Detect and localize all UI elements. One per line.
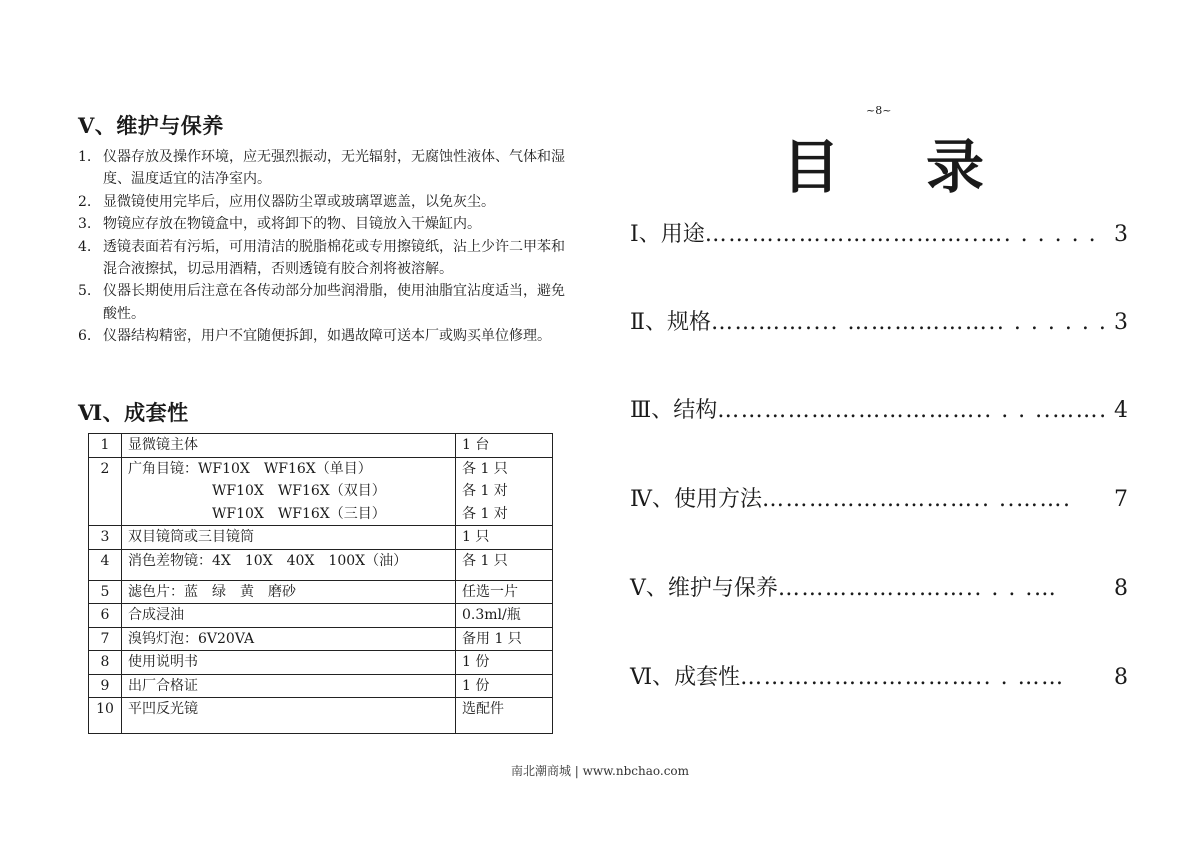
toc-title-char: 录 [926, 133, 985, 201]
item-text: 仪器结构精密，用户不宜随便拆卸，如遇故障可送本厂或购买单位修理。 [103, 328, 551, 345]
list-item [78, 191, 568, 213]
item-text: 显微镜使用完毕后，应用仪器防尘罩或玻璃罩遮盖，以免灰尘。 [103, 193, 495, 210]
row-item-line: WF10X WF16X（三目） [212, 505, 386, 522]
toc-entry-specs[interactable] [630, 307, 1128, 339]
toc-label: Ⅰ、用途 [630, 222, 705, 247]
toc-label: Ⅵ、成套性 [630, 665, 741, 690]
maintenance-list [78, 146, 568, 348]
toc-entry-usage-method[interactable] [630, 484, 1128, 516]
list-item [78, 213, 568, 235]
row-item: 双目镜筒或三目镜筒 [122, 526, 456, 550]
section6-title: Ⅵ、成套性 [78, 400, 189, 425]
toc-page: 3 [1114, 310, 1128, 335]
toc-entry-usage[interactable] [630, 219, 1128, 251]
item-number: 2. [78, 193, 92, 210]
toc-label: Ⅱ、规格 [630, 310, 711, 335]
item-number: 1. [78, 149, 92, 165]
toc-page: 3 [1114, 222, 1128, 247]
row-qty: 1 份 [456, 674, 553, 698]
row-item: 平凹反光镜 [122, 698, 456, 734]
list-item [78, 325, 568, 347]
row-qty: 1 只 [456, 526, 553, 550]
row-number: 9 [89, 674, 122, 698]
list-item [78, 236, 568, 281]
page-number: ~8~ [866, 104, 892, 117]
table-row [89, 434, 553, 458]
row-qty: 1 份 [456, 651, 553, 675]
toc-leader-dots: …………………………….. . . ..……. [717, 398, 1108, 423]
row-qty: 任选一片 [456, 580, 553, 604]
item-number: 5. [78, 283, 92, 300]
toc-title-char: 目 [782, 133, 841, 201]
table-row [89, 604, 553, 628]
row-qty-line: 各 1 对 [462, 505, 508, 522]
toc-entry-maintenance[interactable] [630, 573, 1128, 605]
toc-page: 7 [1114, 487, 1128, 512]
row-number: 7 [89, 627, 122, 651]
row-number: 6 [89, 604, 122, 628]
row-number: 3 [89, 526, 122, 550]
toc-leader-dots: ……………………………..…. . . . . . [704, 222, 1098, 247]
row-number: 4 [89, 549, 122, 580]
row-number: 8 [89, 651, 122, 675]
row-qty: 1 台 [456, 434, 553, 458]
table-row [89, 651, 553, 675]
row-qty: 选配件 [456, 698, 553, 734]
toc-page: 8 [1114, 665, 1128, 690]
footer-watermark: 南北潮商城 | www.nbchao.com [510, 764, 690, 778]
kit-table [88, 433, 553, 734]
toc-leader-dots: …………………….. . . .… [777, 576, 1058, 601]
row-qty: 备用 1 只 [456, 627, 553, 651]
row-number: 2 [89, 457, 122, 526]
row-qty: 各 1 只 [456, 549, 553, 580]
row-item-line: 广角目镜：WF10X WF16X（单目） [128, 460, 372, 477]
row-number: 10 [89, 698, 122, 734]
table-row [89, 580, 553, 604]
item-number: 6. [78, 328, 92, 345]
table-row [89, 674, 553, 698]
row-qty-line: 各 1 只 [462, 460, 508, 477]
row-item: 消色差物镜：4X 10X 40X 100X（油） [122, 549, 456, 580]
section5-title: Ⅴ、维护与保养 [78, 113, 224, 138]
toc-entry-structure[interactable] [630, 395, 1128, 427]
toc-page: 4 [1114, 398, 1128, 423]
table-row [89, 457, 553, 526]
item-text: 仪器长期使用后注意在各传动部分加些润滑脂，使用油脂宜沾度适当，避免酸性。 [103, 283, 565, 322]
row-item: 显微镜主体 [122, 434, 456, 458]
row-item: 滤色片：蓝 绿 黄 磨砂 [122, 580, 456, 604]
row-number: 5 [89, 580, 122, 604]
row-item: 合成浸油 [122, 604, 456, 628]
row-item: 出厂合格证 [122, 674, 456, 698]
table-row [89, 549, 553, 580]
item-text: 物镜应存放在物镜盒中，或将卸下的物、目镜放入干燥缸内。 [103, 216, 481, 233]
row-item: 使用说明书 [122, 651, 456, 675]
toc-leader-dots: ……………………….. ..……. [761, 487, 1072, 512]
item-number: 4. [78, 238, 92, 255]
row-item [122, 457, 456, 526]
toc-label: Ⅳ、使用方法 [630, 487, 762, 512]
toc-entry-kit[interactable] [630, 662, 1128, 694]
row-item: 溴钨灯泡：6V20VA [122, 627, 456, 651]
item-number: 3. [78, 216, 92, 233]
table-row [89, 698, 553, 734]
list-item [78, 146, 568, 191]
toc-leader-dots: ………….... ……………….. . . . . . . [710, 310, 1108, 335]
row-number: 1 [89, 434, 122, 458]
row-qty-line: 各 1 对 [462, 483, 508, 499]
toc-label: Ⅲ、结构 [630, 398, 718, 423]
table-row [89, 526, 553, 550]
table-row [89, 627, 553, 651]
toc-label: Ⅴ、维护与保养 [630, 576, 778, 601]
row-qty [456, 457, 553, 526]
toc-leader-dots: ………………………….. . …… [740, 665, 1065, 690]
toc-page: 8 [1114, 576, 1128, 601]
row-item-line: WF10X WF16X（双目） [212, 483, 386, 499]
item-text: 透镜表面若有污垢，可用清洁的脱脂棉花或专用擦镜纸，沾上少许二甲苯和混合液擦拭，切忌用酒精，否则透镜有胶合剂将被溶解。 [103, 238, 565, 278]
toc-title [782, 132, 984, 202]
row-qty: 0.3ml/瓶 [456, 604, 553, 628]
list-item [78, 280, 568, 325]
item-text: 仪器存放及操作环境，应无强烈振动，无光辐射，无腐蚀性液体、气体和湿度、温度适宜的洁净室内。 [103, 149, 565, 188]
